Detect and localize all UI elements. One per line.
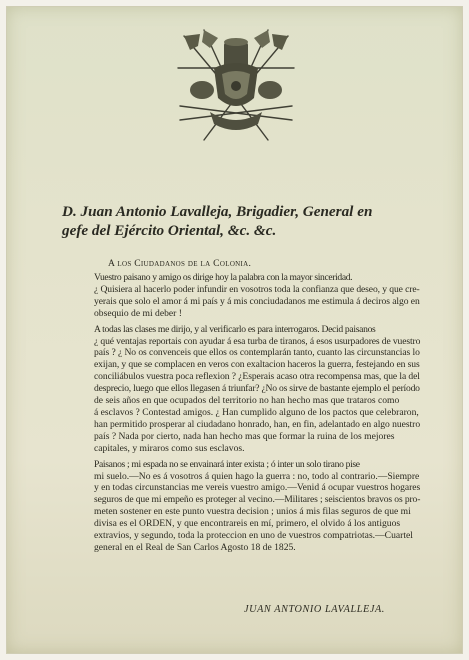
paragraph [68,324,420,455]
text-line: ¿ qué ventajas reportais con ayudar á esa turba de tiranos, á esos usurpadores de vuestro [94,335,421,347]
paragraph [68,459,420,554]
text-line: país ? Nada por cierto, nada han hecho mas que formar la ruina de los mejores [94,430,395,442]
text-line: obsequio de mi deber ! [94,307,182,319]
text-line: de seis años en que ocupados del territorio no han hecho mas que trataros como [94,395,400,407]
text-line: capitales, y miraros como sus esclavos. [94,442,245,454]
military-trophy-emblem [174,28,298,146]
text-line: yerais que solo el amor á mi país y á mis conciudadanos me estimula á deciros algo en [94,295,420,307]
text-line: han permitido prosperar al ciudadano honrado, han, en fin, adelantado en algo nuestro [94,418,421,430]
paragraph [68,272,420,320]
document-page [6,6,463,654]
text-line: á esclavos ? Contestad amigos. ¿ Han cumplido alguno de los pactos que celebraron, [94,406,419,418]
text-line: Vuestro paisano y amigo os dirige hoy la palabra con la mayor sinceridad. [94,272,353,283]
signature: JUAN ANTONIO LAVALLEJA. [244,604,385,615]
title-line: gefe del Ejército Oriental, &c. &c. [62,222,277,239]
text-line: Paisanos ; mi espada no se envainará inter exista ; ó inter un solo tirano pise [94,458,360,470]
text-line: ¿ Quisiera al hacerlo poder infundir en vosotros toda la confianza que deseo, y que cre- [94,283,420,295]
text-line: seguros de que mi empeño es proteger al vecino.—Militares ; seiscientos bravos os pro- [94,494,421,506]
text-line: extravios, y segundo, toda la proteccion en uno de vuestros compatriotas.—Cuartel [94,530,413,542]
text-line: meten sostener en este punto vuestra decision ; unios á mis filas seguros de que mi [94,506,411,518]
salutation-heading: A los Ciudadanos de la Colonia. [108,258,252,269]
text-line: y en todas circunstancias me vereis vuestro amigo.—Venid á ocupar vuestros hogares [94,482,421,494]
text-line: general en el Real de San Carlos Agosto 18 de 1825. [94,541,296,553]
document-title [62,202,434,240]
text-line: divisa es el ORDEN, y que encontrareis en mí, primero, el olvido á los antiguos [94,518,401,530]
text-line: mi suelo.—No es á vosotros á quien hago la guerra : no, todo al contrario.—Siempre [94,470,420,482]
text-line: desprecio, luego que ellos llegasen á triunfar? ¿No os sirve de bastante ejemplo el período [94,383,420,395]
text-line: A todas las clases me dirijo, y al verificarlo es para interrogaros. Decid paisanos [94,323,376,335]
text-line: exijan, y que se complacen en veros con exaltacion haceros la guerra, festejando en sus [94,359,420,371]
text-line: país ? ¿ No os convenceis que ellos os contemplarán tanto, cuanto las circunstancias lo [94,347,420,359]
text-line: conciliábulos vuestra poca reflexion ? ¿Esperais acaso otra recompensa mas, que la del [94,371,420,383]
proclamation-body [68,272,420,558]
title-line: D. Juan Antonio Lavalleja, Brigadier, General en [62,203,373,220]
